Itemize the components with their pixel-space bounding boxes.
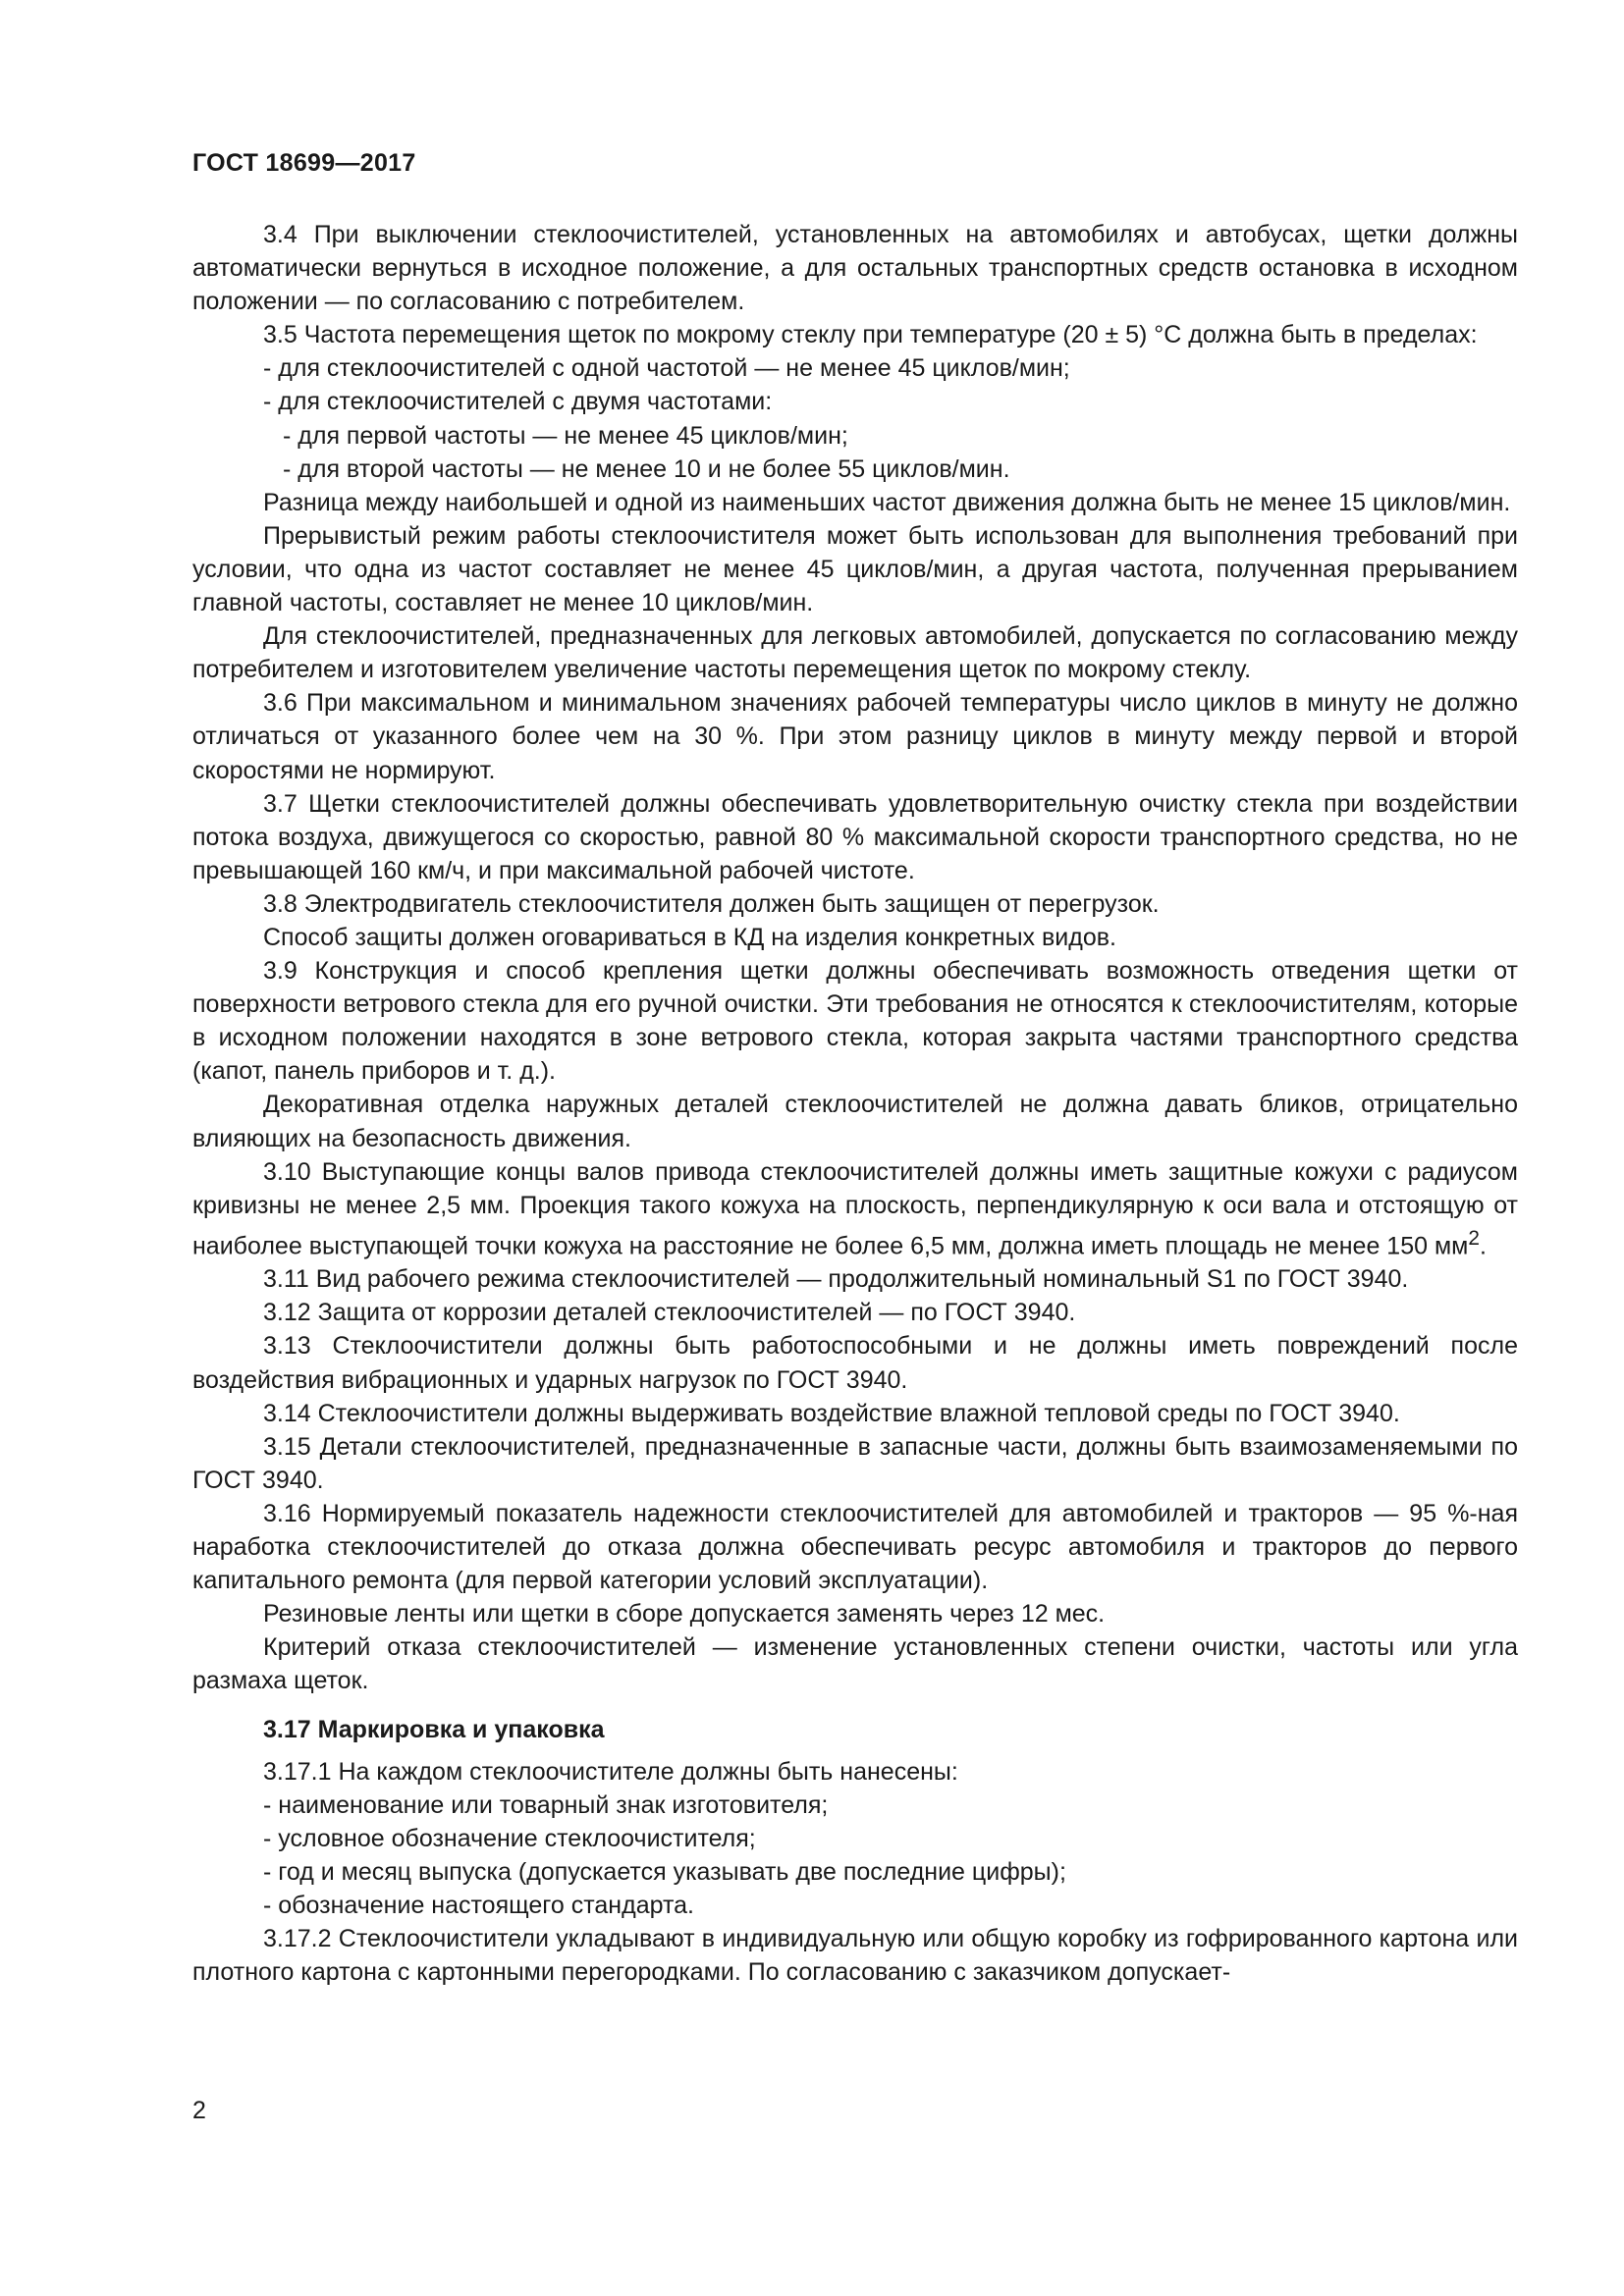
paragraph-3-5: 3.5 Частота перемещения щеток по мокрому стеклу при температуре (20 ± 5) °С должна быть в пределах: [263,321,1478,349]
paragraph-3-15: 3.15 Детали стеклоочистителей, предназначенные в запасные части, должны быть взаимозаменяемыми по ГОСТ 3940. [192,1432,1518,1494]
paragraph-3-11: 3.11 Вид рабочего режима стеклоочистителей — продолжительный номинальный S1 по ГОСТ 3940. [263,1265,1409,1294]
list-item: - для стеклоочистителей с одной частотой — не менее 45 циклов/мин; [263,354,1070,383]
paragraph-failure-criterion: Критерий отказа стеклоочистителей — изменение установленных степени очистки, частоты или угла размаха щеток. [192,1633,1518,1695]
paragraph-3-12: 3.12 Защита от коррозии деталей стеклоочистителей — по ГОСТ 3940. [263,1299,1076,1327]
paragraph-3-16: 3.16 Нормируемый показатель надежности стеклоочистителей для автомобилей и тракторов — 95 %-ная наработка стеклоочистителей до отказа должна обеспечивать ресурс автомобиля и тракторов до первого капитального ремонта (для первой категории условий эксплуатации). [192,1499,1518,1595]
paragraph-passenger-cars: Для стеклоочистителей, предназначенных для легковых автомобилей, допускается по согласованию между потребителем и изготовителем увеличение частоты перемещения щеток по мокрому стеклу. [192,622,1518,684]
superscript-squared: 2 [1468,1226,1480,1250]
document-body [192,218,1518,1989]
list-item: - для стеклоочистителей с двумя частотами: [263,388,773,416]
paragraph-3-17-2: 3.17.2 Стеклоочистители укладывают в индивидуальную или общую коробку из гофрированного картона или плотного картона с картонными перегородками. По согласованию с заказчиком допускает- [192,1925,1518,1987]
page-number: 2 [192,2097,206,2124]
paragraph-intermittent-mode: Прерывистый режим работы стеклоочистителя может быть использован для выполнения требований при условии, что одна из частот составляет не менее 45 циклов/мин, а другая частота, полученная прерыванием главной частоты, составляет не менее 10 циклов/мин. [192,521,1518,617]
paragraph-decorative-finish: Декоративная отделка наружных деталей стеклоочистителей не должна давать бликов, отрицательно влияющих на безопасность движения. [192,1091,1518,1152]
paragraph-3-6: 3.6 При максимальном и минимальном значениях рабочей температуры число циклов в минуту не должно отличаться от указанного более чем на 30 %. При этом разницу циклов в минуту между первой и второй скоростями не нормируют. [192,689,1518,784]
paragraph-protection-method: Способ защиты должен оговариваться в КД на изделия конкретных видов. [263,923,1116,951]
paragraph-3-10-end: . [1479,1232,1487,1260]
paragraph-3-13: 3.13 Стеклоочистители должны быть работоспособными и не должны иметь повреждений после воздействия вибрационных и ударных нагрузок по ГОСТ 3940. [192,1332,1518,1394]
section-heading-3-17: 3.17 Маркировка и упаковка [263,1716,605,1744]
list-item: - обозначение настоящего стандарта. [263,1891,694,1919]
paragraph-3-9: 3.9 Конструкция и способ крепления щетки должны обеспечивать возможность отведения щетки от поверхности ветрового стекла для его ручной очистки. Эти требования не относятся к стеклоочистителям, которые в исходном положении находятся в зоне ветрового стекла, которая закрыта частями транспортного средства (капот, панель приборов и т. д.). [192,957,1518,1086]
paragraph-3-17-1: 3.17.1 На каждом стеклоочистителе должны быть нанесены: [263,1757,958,1786]
list-item: - наименование или товарный знак изготовителя; [263,1790,829,1819]
paragraph-3-14: 3.14 Стеклоочистители должны выдерживать воздействие влажной тепловой среды по ГОСТ 3940. [263,1399,1400,1427]
paragraph-3-10-text: 3.10 Выступающие концы валов привода стеклоочистителей должны иметь защитные кожухи с радиусом кривизны не менее 2,5 мм. Проекция такого кожуха на плоскость, перпендикулярную к оси вала и отстоящую от наиболее выступающей точки кожуха на расстояние не более 6,5 мм, должна иметь площадь не менее 150 мм [192,1157,1518,1260]
paragraph-3-7: 3.7 Щетки стеклоочистителей должны обеспечивать удовлетворительную очистку стекла при воздействии потока воздуха, движущегося со скоростью, равной 80 % максимальной скорости транспортного средства, но не превышающей 160 км/ч, и при максимальной рабочей чистоте. [192,789,1518,884]
paragraph-rubber-bands: Резиновые ленты или щетки в сборе допускается заменять через 12 мес. [263,1600,1106,1629]
paragraph-3-4: 3.4 При выключении стеклоочистителей, установленных на автомобилях и автобусах, щетки должны автоматически вернуться в исходное положение, а для остальных транспортных средств остановка в исходном положении — по согласованию с потребителем. [192,221,1518,316]
paragraph-frequency-difference: Разница между наибольшей и одной из наименьших частот движения должна быть не менее 15 циклов/мин. [263,488,1511,516]
list-item: - условное обозначение стеклоочистителя; [263,1824,756,1852]
list-item: - для первой частоты — не менее 45 циклов/мин; [283,421,848,450]
paragraph-3-10 [192,1155,1518,1263]
list-item: - для второй частоты — не менее 10 и не более 55 циклов/мин. [283,454,1010,483]
document-header: ГОСТ 18699—2017 [192,149,416,177]
list-item: - год и месяц выпуска (допускается указывать две последние цифры); [263,1857,1066,1886]
paragraph-3-8: 3.8 Электродвигатель стеклоочистителя должен быть защищен от перегрузок. [263,889,1160,918]
